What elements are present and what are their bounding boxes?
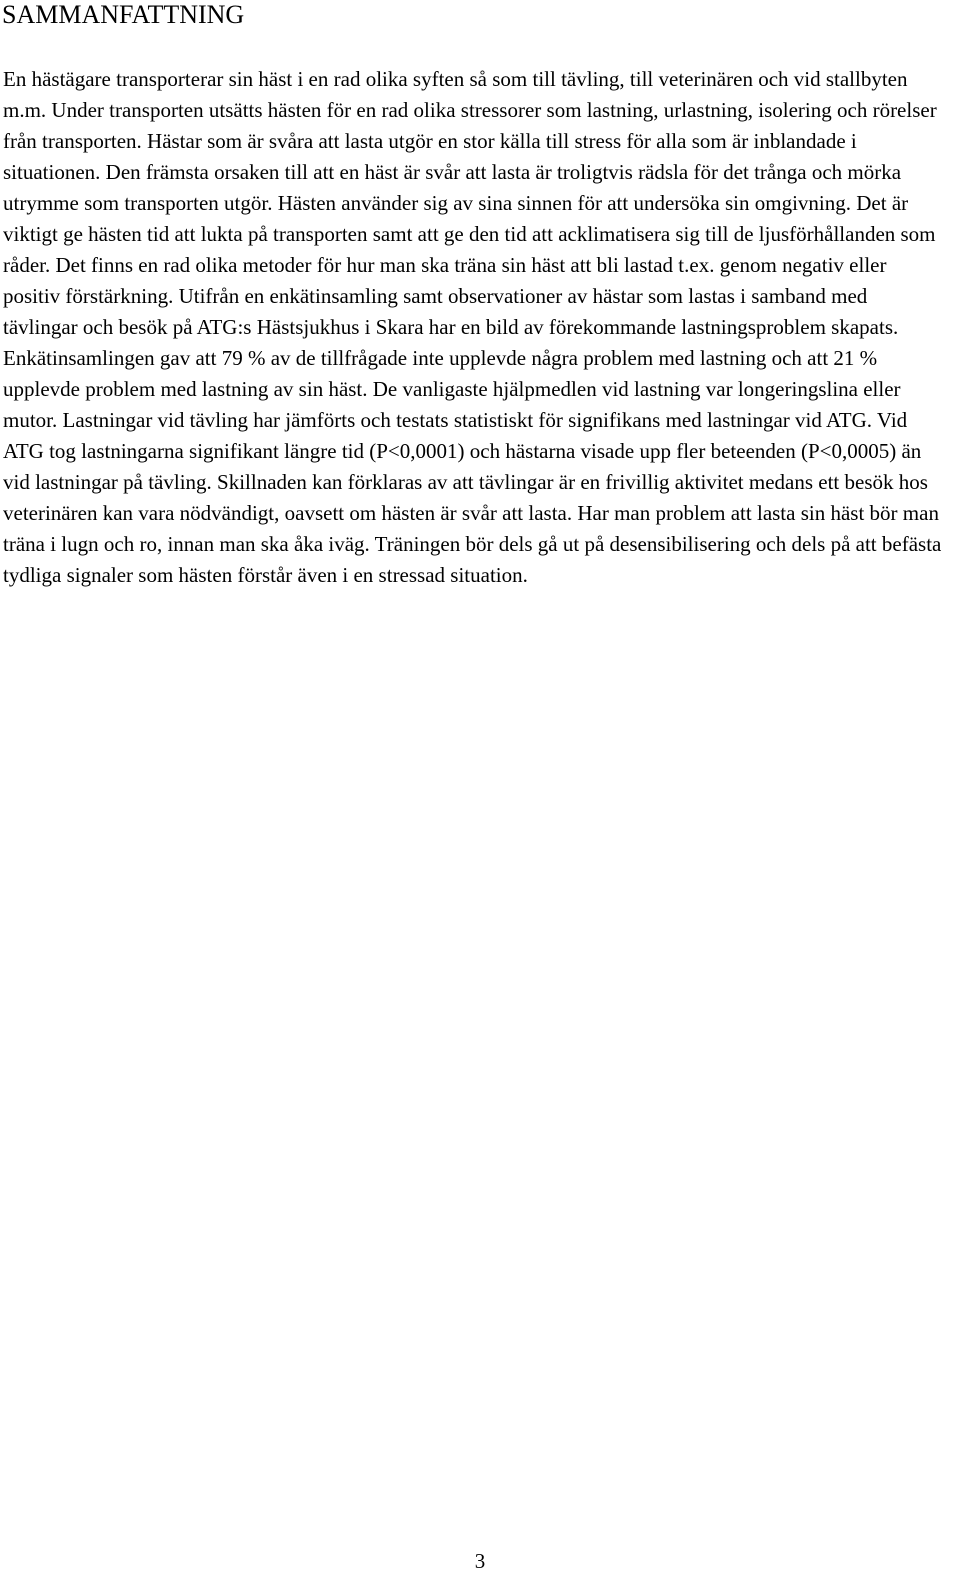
- summary-paragraph: En hästägare transporterar sin häst i en rad olika syften så som till tävling, till veterinären och vid stallbyten m.m. Under transporten utsätts hästen för en rad olika stressorer som lastning, urlastning, isolering och rörelser från transporten. Hästar som är svåra att lasta utgör en stor källa till stress för alla som är inblandade i situationen. Den främsta orsaken till att en häst är svår att lasta är troligtvis rädsla för det trånga och mörka utrymme som transporten utgör. Hästen använder sig av sina sinnen för att undersöka sin omgivning. Det är viktigt ge hästen tid att lukta på transporten samt att ge den tid att acklimatisera sig till de ljusförhållanden som råder. Det finns en rad olika metoder för hur man ska träna sin häst att bli lastad t.ex. genom negativ eller positiv förstärkning. Utifrån en enkätinsamling samt observationer av hästar som lastas i samband med tävlingar och besök på ATG:s Hästsjukhus i Skara har en bild av förekommande lastningsproblem skapats. Enkätinsamlingen gav att 79 % av de tillfrågade inte upplevde några problem med lastning och att 21 % upplevde problem med lastning av sin häst. De vanligaste hjälpmedlen vid lastning var longeringslina eller mutor. Lastningar vid tävling har jämförts och testats statistiskt för signifikans med lastningar vid ATG. Vid ATG tog lastningarna signifikant längre tid (P<0,0001) och hästarna visade upp fler beteenden (P<0,0005) än vid lastningar på tävling. Skillnaden kan förklaras av att tävlingar är en frivillig aktivitet medans ett besök hos veterinären kan vara nödvändigt, oavsett om hästen är svår att lasta. Har man problem att lasta sin häst bör man träna i lugn och ro, innan man ska åka iväg. Träningen bör dels gå ut på desensibilisering och dels på att befästa tydliga signaler som hästen förstår även i en stressad situation.: [3, 67, 942, 587]
- page-number: 3: [474, 1549, 486, 1573]
- page-title: SAMMANFATTNING: [2, 0, 245, 29]
